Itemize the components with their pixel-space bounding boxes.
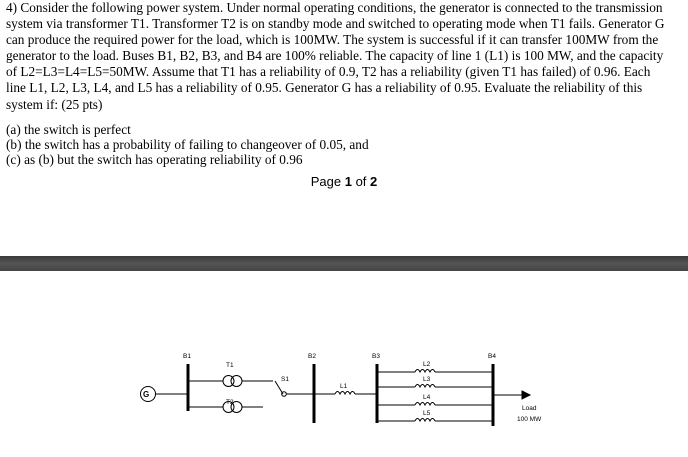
problem-line: can produce the required power for the load, which is 100MW. The system is successful if it can transfer 100MW from the xyxy=(6,32,659,48)
switch-label: S1 xyxy=(281,376,289,383)
l3-label: L3 xyxy=(423,376,431,383)
page-number-middle: of xyxy=(351,174,371,189)
page-number-total: 2 xyxy=(370,174,378,189)
bus-b1-label: B1 xyxy=(183,353,191,360)
page-number-prefix: Page xyxy=(310,174,345,189)
l2-label: L2 xyxy=(423,361,431,368)
part-c: (c) as (b) but the switch has operating reliability of 0.96 xyxy=(6,152,303,167)
problem-line: 4) Consider the following power system. Under normal operating conditions, the generator is connected to the transmission xyxy=(6,0,663,15)
l1-label: L1 xyxy=(340,383,348,390)
problem-line: line L1, L2, L3, L4, and L5 has a reliability of 0.95. Generator G has a reliability of 0.95. Evaluate the reliability of this xyxy=(6,80,643,96)
load-value: 100 MW xyxy=(517,416,542,423)
problem-line: of L2=L3=L4=L5=50MW. Assume that T1 has a reliability of 0.9, T2 has a reliability (given T1 has failed) of 0.96. Each xyxy=(6,64,651,80)
load-label: Load xyxy=(522,405,537,412)
t2-label: T2 xyxy=(226,399,234,406)
line-l4-icon xyxy=(415,403,435,406)
problem-line: system if: (25 pts) xyxy=(6,96,103,112)
problem-line: generator to the load. Buses B1, B2, B3, and B4 are 100% reliable. The capacity of line 1 (L1) is 100 MW, and the capacity xyxy=(6,48,664,64)
part-a: (a) the switch is perfect xyxy=(6,122,131,137)
bus-b3-label: B3 xyxy=(372,353,380,360)
load-arrow-icon xyxy=(522,391,530,399)
problem-line: system via transformer T1. Transformer T2 is on standby mode and switched to operating mode when T1 fails. Generator G xyxy=(6,16,665,32)
pdf-page-2 xyxy=(0,271,688,452)
l5-label: L5 xyxy=(423,410,431,417)
line-l3-icon xyxy=(415,385,435,388)
l4-label: L4 xyxy=(423,394,431,401)
problem-statement xyxy=(6,0,678,113)
t1-label: T1 xyxy=(226,362,234,369)
page-number xyxy=(0,174,688,189)
part-b: (b) the switch has a probability of failing to changeover of 0.05, and xyxy=(6,137,369,152)
bus-b4-label: B4 xyxy=(488,353,496,360)
generator-label: G xyxy=(143,390,150,399)
line-l5-icon xyxy=(415,419,435,422)
line-l2-icon xyxy=(415,370,435,373)
page-divider xyxy=(0,256,688,271)
bus-b2-label: B2 xyxy=(308,353,316,360)
power-system-diagram xyxy=(0,271,688,452)
line-l1-icon xyxy=(335,392,355,395)
problem-parts xyxy=(6,122,369,167)
page-number-current: 1 xyxy=(344,174,352,189)
